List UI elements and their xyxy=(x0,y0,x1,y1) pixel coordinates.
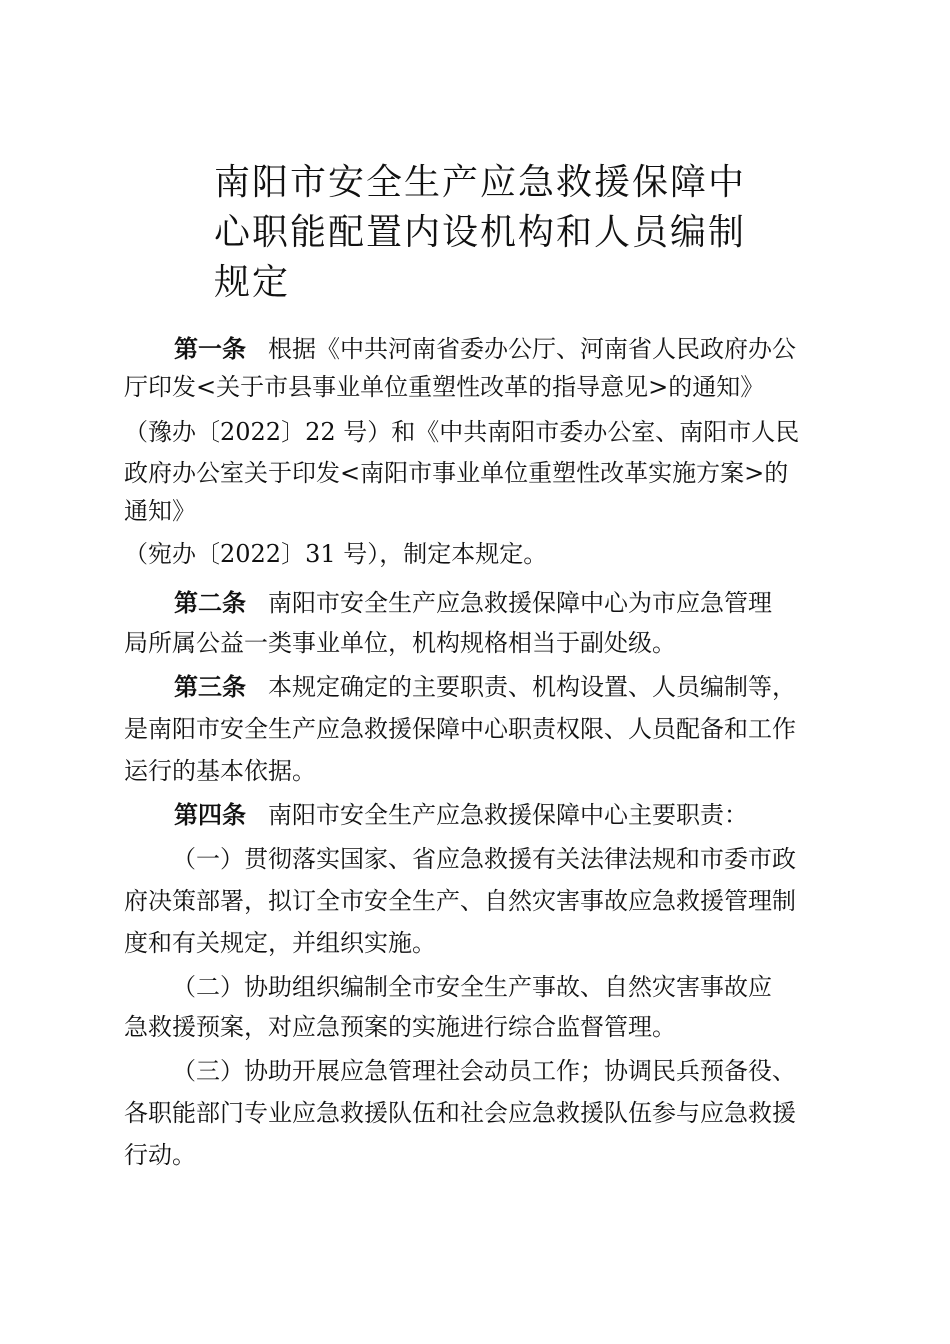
article-3-line-2: 是南阳市安全生产应急救援保障中心职责权限、人员配备和工作 xyxy=(124,715,796,743)
article-3-line-1 xyxy=(174,672,796,702)
duty-3-line-2: 各职能部门专业应急救援队伍和社会应急救援队伍参与应急救援 xyxy=(124,1099,796,1127)
article-1-line-4: 政府办公室关于印发<南阳市事业单位重塑性改革实施方案>的 xyxy=(124,459,789,487)
article-1-line-1 xyxy=(174,334,796,364)
duty-1-line-2: 府决策部署，拟订全市安全生产、自然灾害事故应急救援管理制 xyxy=(124,887,796,915)
duty-3-line-3: 行动。 xyxy=(124,1141,196,1169)
article-4-text-1: 南阳市安全生产应急救援保障中心主要职责： xyxy=(268,801,748,829)
duty-1-line-1: （一）贯彻落实国家、省应急救援有关法律法规和市委市政 xyxy=(172,845,796,873)
article-1-line-6: （宛办〔2022〕31 号），制定本规定。 xyxy=(124,540,548,568)
article-1-label: 第一条 xyxy=(174,335,246,363)
title-line-1: 南阳市安全生产应急救援保障中 xyxy=(214,162,747,203)
article-2-text-1: 南阳市安全生产应急救援保障中心为市应急管理 xyxy=(268,589,772,617)
duty-2-line-2: 急救援预案，对应急预案的实施进行综合监督管理。 xyxy=(124,1013,676,1041)
article-3-label: 第三条 xyxy=(174,673,246,701)
article-2-line-2: 局所属公益一类事业单位，机构规格相当于副处级。 xyxy=(124,629,676,657)
article-1-line-3: （豫办〔2022〕22 号）和《中共南阳市委办公室、南阳市人民 xyxy=(124,418,800,446)
title-line-2: 心职能配置内设机构和人员编制 xyxy=(214,212,747,253)
document-title xyxy=(214,158,747,308)
article-1-line-5: 通知》 xyxy=(124,497,196,525)
duty-1-line-3: 度和有关规定，并组织实施。 xyxy=(124,929,436,957)
duty-3-line-1: （三）协助开展应急管理社会动员工作；协调民兵预备役、 xyxy=(172,1057,796,1085)
article-1-line-2: 厅印发<关于市县事业单位重塑性改革的指导意见>的通知》 xyxy=(124,373,765,401)
article-1-text-1: 根据《中共河南省委办公厅、河南省人民政府办公 xyxy=(268,335,796,363)
title-line-3: 规定 xyxy=(214,262,291,303)
article-4-label: 第四条 xyxy=(174,801,246,829)
article-2-label: 第二条 xyxy=(174,589,246,617)
duty-2-line-1: （二）协助组织编制全市安全生产事故、自然灾害事故应 xyxy=(172,973,772,1001)
article-2-line-1 xyxy=(174,588,772,618)
article-4-line-1 xyxy=(174,800,748,830)
article-3-line-3: 运行的基本依据。 xyxy=(124,757,316,785)
article-3-text-1: 本规定确定的主要职责、机构设置、人员编制等， xyxy=(268,673,796,701)
